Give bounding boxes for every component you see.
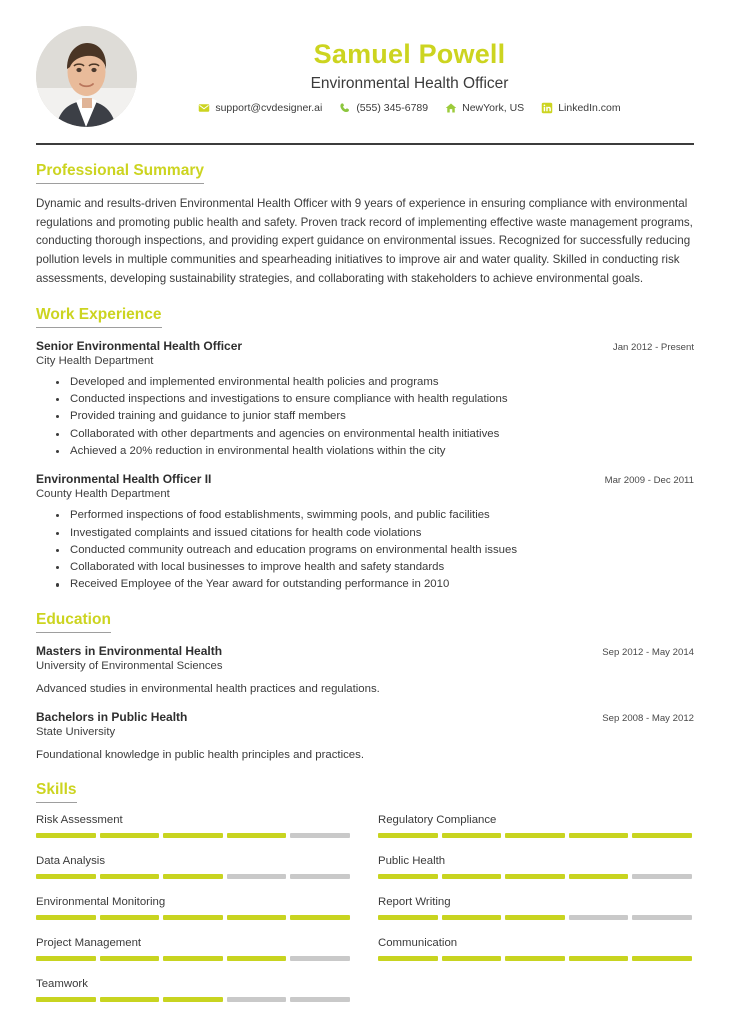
- skill-name: Communication: [378, 936, 458, 949]
- skill-level-segment: [163, 833, 223, 838]
- work-bullet: Conducted inspections and investigations to ensure compliance with health regulations: [56, 391, 694, 408]
- contact-location: [445, 102, 524, 114]
- work-bullet: Collaborated with other departments and agencies on environmental health initiatives: [56, 426, 694, 443]
- skill-level-segment: [442, 874, 502, 879]
- skill-name: Risk Assessment: [36, 813, 123, 826]
- skill-level-segment: [227, 874, 287, 879]
- section-education: [36, 611, 694, 764]
- skill-level-segment: [290, 833, 350, 838]
- contact-list: [155, 102, 664, 114]
- skill-item: [378, 855, 692, 879]
- skill-name: Teamwork: [36, 977, 88, 990]
- work-role: Senior Environmental Health Officer: [36, 338, 243, 353]
- header-divider: [36, 143, 694, 145]
- skills-column-left: [36, 814, 350, 1019]
- skill-item: [36, 896, 350, 920]
- skill-level-segment: [163, 874, 223, 879]
- skill-level-segment: [163, 956, 223, 961]
- summary-text: Dynamic and results-driven Environmental Health Officer with 9 years of experience in ensuring compliance with environmental regulations and promoting public health and safety. Proven track record of implementing effective waste management programs, conducting thorough inspections, and providing expert guidance on environmental issues. Recognized for successfully reducing pollution levels in multiple communities and spearheading initiatives to improve air and water quality. Skilled in conducting risk assessments, developing sustainability strategies, and collaborating with stakeholders to achieve environmental goals.: [36, 196, 693, 285]
- skill-name: Project Management: [36, 936, 142, 949]
- skills-column-right: [378, 814, 692, 1019]
- skill-level-segment: [36, 874, 96, 879]
- section-work-experience: [36, 306, 694, 594]
- skill-level-bar: [378, 915, 692, 920]
- skill-level-segment: [290, 874, 350, 879]
- contact-linkedin-text: LinkedIn.com: [558, 102, 621, 115]
- candidate-name: Samuel Powell: [313, 38, 506, 69]
- work-date: Mar 2009 - Dec 2011: [604, 475, 694, 487]
- skill-level-segment: [36, 997, 96, 1002]
- work-entry: [36, 472, 694, 594]
- skill-level-segment: [290, 997, 350, 1002]
- contact-phone[interactable]: [339, 102, 428, 114]
- education-date: Sep 2008 - May 2012: [602, 712, 694, 724]
- education-entry: [36, 644, 694, 698]
- skill-level-segment: [442, 915, 502, 920]
- skill-level-bar: [36, 915, 350, 920]
- skill-level-segment: [36, 956, 96, 961]
- skill-level-segment: [100, 997, 160, 1002]
- work-bullets: [36, 507, 694, 594]
- work-bullet: Provided training and guidance to junior staff members: [56, 408, 694, 425]
- skill-level-segment: [378, 915, 438, 920]
- avatar: [36, 26, 137, 127]
- skill-level-bar: [378, 956, 692, 961]
- skill-item: [36, 978, 350, 1002]
- skill-level-segment: [569, 915, 629, 920]
- skill-level-segment: [632, 915, 692, 920]
- work-bullet: Developed and implemented environmental health policies and programs: [56, 374, 694, 391]
- work-bullet: Collaborated with local businesses to improve health and safety standards: [56, 559, 694, 576]
- contact-email-text: support@cvdesigner.ai: [215, 102, 323, 115]
- skill-level-segment: [163, 915, 223, 920]
- work-bullets: [36, 374, 694, 461]
- education-degree: Masters in Environmental Health: [36, 643, 223, 658]
- skill-level-segment: [163, 997, 223, 1002]
- skill-level-bar: [378, 874, 692, 879]
- skill-level-segment: [227, 997, 287, 1002]
- skill-level-segment: [100, 833, 160, 838]
- skill-level-segment: [378, 956, 438, 961]
- skill-level-segment: [569, 833, 629, 838]
- education-degree: Bachelors in Public Health: [36, 709, 188, 724]
- skill-level-segment: [378, 833, 438, 838]
- contact-linkedin[interactable]: [541, 102, 620, 114]
- skill-level-segment: [632, 874, 692, 879]
- skill-level-bar: [36, 874, 350, 879]
- skill-item: [378, 814, 692, 838]
- work-date: Jan 2012 - Present: [612, 341, 694, 353]
- skill-level-segment: [378, 874, 438, 879]
- skill-level-segment: [632, 833, 692, 838]
- skill-level-segment: [632, 956, 692, 961]
- skill-level-segment: [100, 956, 160, 961]
- work-bullet: Performed inspections of food establishments, swimming pools, and public facilities: [56, 507, 694, 524]
- section-title-summary: Professional Summary: [36, 162, 204, 184]
- skill-level-segment: [290, 915, 350, 920]
- section-title-skills: Skills: [36, 781, 77, 803]
- skill-level-segment: [505, 915, 565, 920]
- education-school: University of Environmental Sciences: [36, 659, 223, 672]
- section-title-education: Education: [36, 611, 111, 633]
- skill-level-segment: [442, 956, 502, 961]
- skill-level-segment: [36, 915, 96, 920]
- skill-level-bar: [378, 833, 692, 838]
- email-icon: [198, 102, 210, 114]
- header-text: [137, 39, 694, 114]
- section-title-work: Work Experience: [36, 306, 162, 328]
- skill-level-segment: [227, 956, 287, 961]
- contact-email[interactable]: [198, 102, 322, 114]
- work-bullet: Achieved a 20% reduction in environmental health violations within the city: [56, 443, 694, 460]
- skill-item: [36, 937, 350, 961]
- skill-name: Data Analysis: [36, 854, 106, 867]
- skill-level-bar: [36, 956, 350, 961]
- skill-level-segment: [569, 874, 629, 879]
- skill-item: [378, 937, 692, 961]
- skill-level-segment: [227, 915, 287, 920]
- work-org: County Health Department: [36, 488, 170, 501]
- candidate-job-title: Environmental Health Officer: [310, 74, 509, 92]
- education-entry: [36, 710, 694, 764]
- education-description: Foundational knowledge in public health principles and practices.: [36, 748, 365, 761]
- skill-name: Regulatory Compliance: [378, 813, 497, 826]
- contact-phone-text: (555) 345-6789: [356, 102, 429, 115]
- skill-level-segment: [505, 833, 565, 838]
- section-skills: [36, 781, 694, 1019]
- skill-level-bar: [36, 997, 350, 1002]
- contact-location-text: NewYork, US: [462, 102, 525, 115]
- phone-icon: [339, 102, 351, 114]
- skill-name: Public Health: [378, 854, 446, 867]
- skill-item: [378, 896, 692, 920]
- section-professional-summary: [36, 162, 694, 289]
- education-date: Sep 2012 - May 2014: [602, 646, 694, 658]
- skill-level-segment: [36, 833, 96, 838]
- work-org: City Health Department: [36, 354, 154, 367]
- skill-level-segment: [100, 915, 160, 920]
- work-bullet: Received Employee of the Year award for outstanding performance in 2010: [56, 576, 694, 593]
- work-bullet: Investigated complaints and issued citations for health code violations: [56, 525, 694, 542]
- education-description: Advanced studies in environmental health practices and regulations.: [36, 682, 380, 695]
- home-icon: [445, 102, 457, 114]
- skill-item: [36, 855, 350, 879]
- skill-level-segment: [569, 956, 629, 961]
- work-role: Environmental Health Officer II: [36, 472, 212, 487]
- skill-name: Report Writing: [378, 895, 451, 908]
- skill-level-segment: [290, 956, 350, 961]
- linkedin-icon: [541, 102, 553, 114]
- work-entry: [36, 339, 694, 461]
- skill-level-bar: [36, 833, 350, 838]
- skill-name: Environmental Monitoring: [36, 895, 166, 908]
- education-school: State University: [36, 725, 116, 738]
- skill-level-segment: [100, 874, 160, 879]
- skill-level-segment: [442, 833, 502, 838]
- skills-grid: [36, 814, 694, 1019]
- resume-header: [36, 0, 694, 135]
- skill-level-segment: [505, 874, 565, 879]
- skill-item: [36, 814, 350, 838]
- skill-level-segment: [227, 833, 287, 838]
- skill-level-segment: [505, 956, 565, 961]
- work-bullet: Conducted community outreach and education programs on environmental health issues: [56, 542, 694, 559]
